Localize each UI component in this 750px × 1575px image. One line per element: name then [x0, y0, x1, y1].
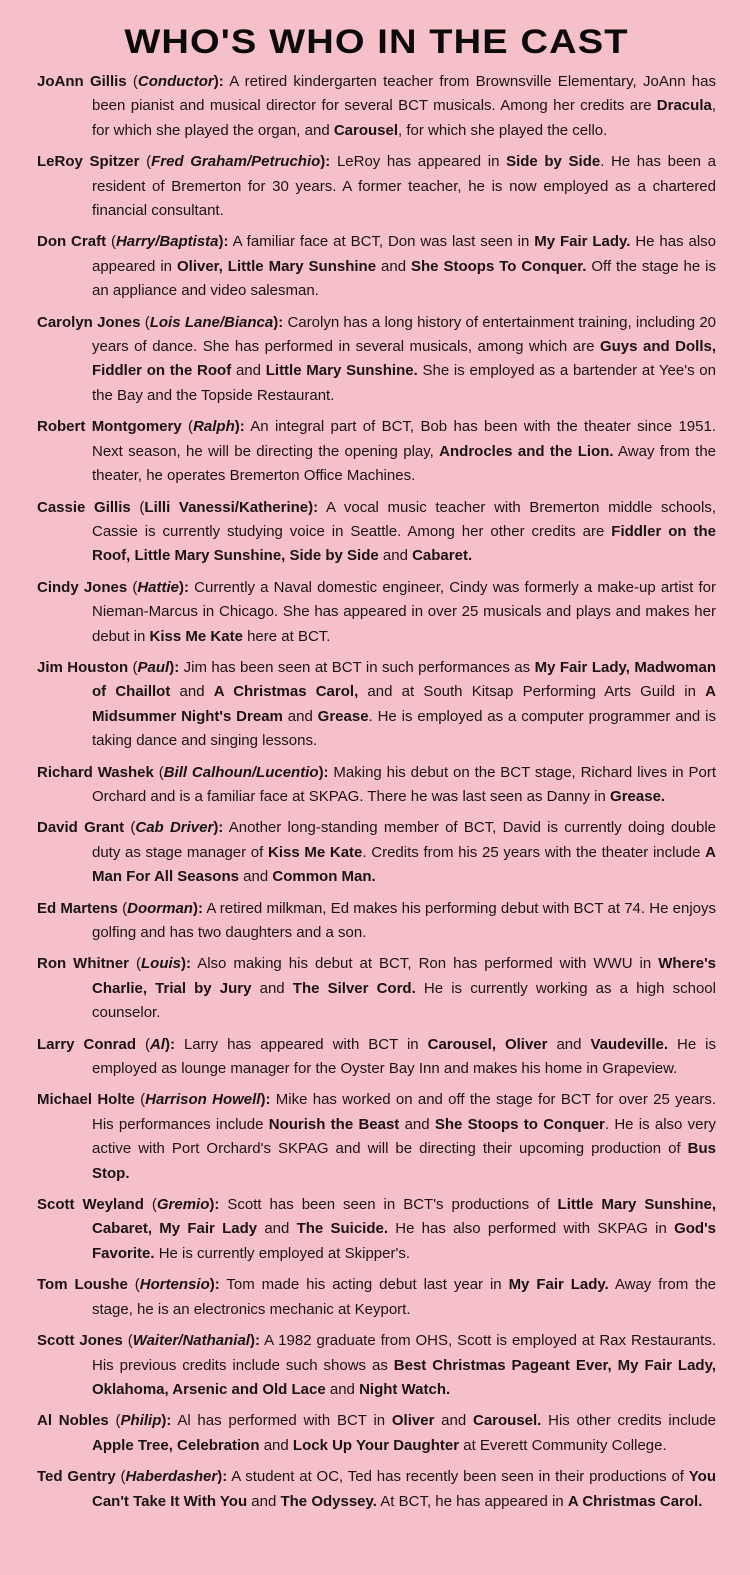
production-title: She Stoops To Conquer. — [411, 257, 587, 275]
cast-member-role: Harry/Baptista — [115, 233, 219, 251]
production-title: Little Mary Sunshine, Cabaret, My Fair Lady — [92, 1196, 717, 1238]
bio-text: Making his debut on the BCT stage, Richard lives in Port Orchard and is a familiar face at SKPAG. There he was last seen as Danny in — [92, 763, 717, 805]
bio-text: and — [238, 868, 273, 886]
production-title: Where's Charlie, Trial by Jury — [92, 955, 716, 997]
cast-member-name: Michael Holte — [37, 1091, 135, 1109]
cast-member-name: Don Craft — [37, 233, 107, 251]
bio-text: A 1982 graduate from OHS, Scott is employed at Rax Restaurants. His previous credits include such shows as — [92, 1332, 716, 1374]
bio-text: A student at OC, Ted has recently been seen in their productions of — [231, 1468, 689, 1486]
production-title: Lock Up Your Daughter — [292, 1436, 460, 1454]
cast-member-role: Haberdasher — [125, 1468, 218, 1486]
cast-entry: Ron Whitner (Louis): Also making his debut at BCT, Ron has performed with WWU in Where's Charlie, Trial by Jury and The Silver Cord. He is currently working as a high school counselor. — [37, 955, 716, 1022]
bio-text: LeRoy has appeared in — [336, 153, 507, 171]
page-title: WHO'S WHO IN THE CAST — [124, 23, 629, 61]
production-title: Nourish the Beast — [268, 1115, 400, 1133]
bio-text: , for which she played the organ, and — [92, 97, 716, 139]
production-title: Bus Stop. — [92, 1140, 716, 1182]
cast-entry: Don Craft (Harry/Baptista): A familiar face at BCT, Don was last seen in My Fair Lady. He has also appeared in Oliver, Little Mary Sunshine and She Stoops To Conquer. Off the stage he is an appliance and video salesman. — [37, 233, 717, 300]
bio-text: and — [231, 362, 266, 380]
bio-text: Mike has worked on and off the stage for BCT for over 25 years. His performances include — [92, 1091, 716, 1133]
bio-text: Away from the theater, he operates Bremerton Office Machines. — [92, 442, 717, 485]
cast-member-name: Ed Martens — [37, 899, 118, 917]
production-title: Carousel — [333, 121, 399, 139]
production-title: She Stoops to Conquer — [434, 1115, 605, 1133]
cast-entry: Ed Martens (Doorman): A retired milkman, Ed makes his performing debut with BCT at 74. He enjoys golfing and has two daughters and a son. — [37, 899, 717, 941]
cast-member-name: JoAnn Gillis — [37, 73, 127, 90]
cast-member-name: Cindy Jones — [37, 578, 128, 596]
cast-member-role: Philip — [120, 1412, 162, 1430]
bio-text: He is currently employed at Skipper's. — [154, 1244, 410, 1262]
bio-text: Also making his debut at BCT, Ron has performed with WWU in — [197, 955, 659, 973]
bio-text: and — [378, 547, 413, 565]
bio-text: and — [399, 1115, 435, 1133]
cast-entry: Robert Montgomery (Ralph): An integral part of BCT, Bob has been with the theater since 1951. Next season, he will be directing the opening play, Androcles and the Lion. Away from the theater, he operates Bremerton Office Machines. — [37, 418, 717, 485]
cast-member-name: Richard Washek — [37, 763, 154, 781]
bio-text: and — [282, 707, 318, 725]
production-title: Grease. — [610, 787, 666, 805]
bio-text: and — [170, 683, 214, 701]
bio-text: At BCT, he has appeared in — [376, 1492, 568, 1510]
cast-member-role: Fred Graham/Petruchio — [151, 153, 321, 171]
production-title: A Midsummer Night's Dream — [92, 683, 717, 725]
production-title: Common Man. — [272, 868, 376, 886]
production-title: Night Watch. — [359, 1380, 451, 1398]
cast-entry: Ted Gentry (Haberdasher): A student at OC, Ted has recently been seen in their productions of You Can't Take It With You and The Odyssey. At BCT, he has appeared in A Christmas Carol. — [37, 1468, 716, 1510]
cast-member-name: Scott Jones — [37, 1332, 123, 1350]
cast-entry: Larry Conrad (Al): Larry has appeared with BCT in Carousel, Oliver and Vaudeville. He is employed as lounge manager for the Oyster Bay Inn and makes his home in Grapeview. — [37, 1035, 716, 1078]
bio-text: . He is also very active with Port Orchard's SKPAG and will be directing their upcoming production of — [92, 1115, 716, 1158]
production-title: My Fair Lady. — [534, 233, 631, 251]
production-title: Carousel. — [472, 1412, 542, 1430]
cast-member-name: David Grant — [37, 819, 125, 837]
production-title: The Silver Cord. — [292, 979, 416, 997]
cast-member-name: Carolyn Jones — [37, 313, 141, 331]
cast-member-role: Ralph — [193, 418, 235, 436]
cast-member-role: Hattie — [137, 578, 180, 596]
cast-entry: Tom Loushe (Hortensio): Tom made his acting debut last year in My Fair Lady. Away from the stage, he is an electronics mechanic at Keyport. — [37, 1276, 717, 1318]
bio-text: Carolyn has a long history of entertainment training, including 20 years of dance. She has performed in several musicals, among which are — [92, 313, 717, 356]
cast-member-name: Tom Loushe — [37, 1276, 128, 1294]
cast-entry: Scott Weyland (Gremio): Scott has been seen in BCT's productions of Little Mary Sunshine, Cabaret, My Fair Lady and The Suicide. He has also performed with SKPAG in God's Favorite. He is currently employed at Skipper's. — [37, 1196, 717, 1262]
cast-member-role: Harrison Howell — [145, 1091, 261, 1109]
production-title: Vaudeville. — [590, 1035, 669, 1053]
bio-text: at Everett Community College. — [459, 1436, 667, 1454]
production-title: A Man For All Seasons — [92, 843, 717, 886]
production-title: My Fair Lady. — [508, 1276, 609, 1294]
cast-member-role: Cab Driver — [135, 819, 214, 837]
production-title: Cabaret. — [412, 547, 473, 565]
bio-text: Al has performed with BCT in — [177, 1412, 392, 1430]
production-title: Kiss Me Kate — [268, 843, 363, 861]
production-title: Oliver, Little Mary Sunshine — [176, 257, 377, 275]
cast-member-name: Scott Weyland — [37, 1196, 144, 1214]
bio-text: . Credits from his 25 years with the theater include — [362, 843, 706, 861]
bio-text: He has also appeared in — [92, 233, 717, 275]
cast-member-name: Ron Whitner — [37, 955, 129, 973]
cast-member-role: Conductor — [137, 73, 214, 90]
bio-text: A retired milkman, Ed makes his performing debut with BCT at 74. He enjoys golfing and has two daughters and a son. — [92, 899, 717, 941]
cast-member-name: Jim Houston — [37, 658, 129, 676]
cast-list — [37, 70, 716, 1514]
bio-text: He has also performed with SKPAG in — [388, 1220, 675, 1238]
bio-text: here at BCT. — [242, 627, 331, 645]
cast-member-role: Lois Lane/Bianca — [149, 313, 274, 331]
cast-member-role: Lilli Vanessi/Katherine — [144, 498, 309, 516]
cast-member-name: Robert Montgomery — [37, 418, 182, 436]
cast-member-role: Gremio — [156, 1196, 210, 1214]
bio-text: A vocal music teacher with Bremerton middle schools, Cassie is currently studying voice in Seattle. Among her other credits are — [92, 498, 717, 540]
bio-text: A retired kindergarten teacher from Brownsville Elementary, JoAnn has been pianist and musical director for several BCT musicals. Among her credits are — [92, 73, 716, 115]
bio-text: Currently a Naval domestic engineer, Cindy was formerly a make-up artist for Nieman-Marcus in Chicago. She has appeared in over 25 musicals and plays and makes her debut in — [92, 578, 716, 645]
bio-text: and — [257, 1220, 297, 1238]
bio-text: , for which she played the cello. — [398, 121, 608, 139]
production-title: Apple Tree, Celebration — [92, 1436, 260, 1454]
production-title: Guys and Dolls, Fiddler on the Roof — [92, 338, 716, 380]
production-title: Androcles and the Lion. — [439, 442, 614, 460]
bio-text: and — [547, 1035, 591, 1053]
bio-text: and — [434, 1412, 473, 1430]
bio-text: Scott has been seen in BCT's productions of — [227, 1196, 558, 1214]
production-title: God's Favorite. — [92, 1220, 716, 1262]
bio-text: She is employed as a bartender at Yee's on the Bay and the Topside Restaurant. — [92, 362, 716, 404]
bio-text: and — [251, 979, 293, 997]
cast-entry: Carolyn Jones (Lois Lane/Bianca): Carolyn has a long history of entertainment training, including 20 years of dance. She has performed in several musicals, among which are Guys and Dolls, Fiddler on the Roof and Little Mary Sunshine. She is employed as a bartender at Yee's on the Bay and the Topside Restaurant. — [37, 313, 717, 404]
cast-entry: Jim Houston (Paul): Jim has been seen at BCT in such performances as My Fair Lady, Madwoman of Chaillot and A Christmas Carol, and at South Kitsap Performing Arts Guild in A Midsummer Night's Dream and Grease. He is employed as a computer programmer and is taking dance and singing lessons. — [37, 658, 717, 750]
cast-entry: Scott Jones (Waiter/Nathanial): A 1982 graduate from OHS, Scott is employed at Rax Restaurants. His previous credits include such shows as Best Christmas Pageant Ever, My Fair Lady, Oklahoma, Arsenic and Old Lace and Night Watch. — [37, 1332, 716, 1398]
cast-entry: JoAnn Gillis (Conductor): A retired kindergarten teacher from Brownsville Elementary, JoAnn has been pianist and musical director for several BCT musicals. Among her credits are Dracula, for which she played the organ, and Carousel, for which she played the cello. — [37, 73, 716, 139]
bio-text: Tom made his acting debut last year in — [226, 1276, 509, 1294]
bio-text: . He has been a resident of Bremerton for 30 years. A former teacher, he is now employed as a chartered financial consultant. — [92, 153, 716, 220]
cast-entry: Michael Holte (Harrison Howell): Mike has worked on and off the stage for BCT for over 25 years. His performances include Nourish the Beast and She Stoops to Conquer. He is also very active with Port Orchard's SKPAG and will be directing their upcoming production of Bus Stop. — [37, 1091, 716, 1182]
production-title: The Suicide. — [296, 1220, 389, 1238]
cast-member-name: Larry Conrad — [37, 1035, 136, 1053]
production-title: A Christmas Carol. — [567, 1492, 703, 1510]
bio-text: A familiar face at BCT, Don was last seen in — [232, 233, 535, 251]
production-title: Fiddler on the Roof, Little Mary Sunshine, Side by Side — [92, 522, 716, 565]
production-title: Kiss Me Kate — [149, 627, 243, 645]
production-title: Carousel, Oliver — [427, 1035, 548, 1053]
bio-text: Larry has appeared with BCT in — [183, 1035, 428, 1053]
bio-text: and — [247, 1492, 281, 1510]
cast-entry: David Grant (Cab Driver): Another long-standing member of BCT, David is currently doing double duty as stage manager of Kiss Me Kate. Credits from his 25 years with the theater include A Man For All Seasons and Common Man. — [37, 819, 717, 886]
bio-text: and — [325, 1380, 360, 1398]
cast-member-role: Bill Calhoun/Lucentio — [163, 763, 319, 781]
cast-member-name: Al Nobles — [37, 1412, 109, 1430]
production-title: Little Mary Sunshine. — [265, 362, 418, 380]
cast-member-role: Paul — [137, 658, 170, 676]
cast-member-name: Cassie Gillis — [37, 498, 131, 516]
bio-text: Jim has been seen at BCT in such performances as — [183, 658, 535, 676]
production-title: The Odyssey. — [280, 1492, 377, 1510]
cast-entry: Al Nobles (Philip): Al has performed with BCT in Oliver and Carousel. His other credits include Apple Tree, Celebration and Lock Up Your Daughter at Everett Community College. — [37, 1412, 716, 1454]
production-title: Side by Side — [506, 153, 601, 171]
production-title: You Can't Take It With You — [92, 1468, 716, 1510]
cast-member-role: Al — [149, 1035, 165, 1053]
bio-text: He is currently working as a high school counselor. — [92, 979, 716, 1022]
bio-text: An integral part of BCT, Bob has been with the theater since 1951. Next season, he will be directing the opening play, — [92, 418, 716, 460]
bio-text: and — [259, 1436, 293, 1454]
cast-entry: Cassie Gillis (Lilli Vanessi/Katherine): A vocal music teacher with Bremerton middle schools, Cassie is currently studying voice in Seattle. Among her other credits are Fiddler on the Roof, Little Mary Sunshine, Side by Side and Cabaret. — [37, 498, 717, 565]
cast-member-role: Hortensio — [139, 1276, 210, 1294]
cast-member-role: Waiter/Nathanial — [132, 1332, 250, 1350]
production-title: My Fair Lady, Madwoman of Chaillot — [92, 658, 716, 701]
production-title: Best Christmas Pageant Ever, My Fair Lady, Oklahoma, Arsenic and Old Lace — [92, 1356, 716, 1398]
bio-text: . He is employed as a computer programmer and is taking dance and singing lessons. — [92, 707, 716, 750]
cast-member-role: Doorman — [127, 899, 193, 917]
bio-text: Away from the stage, he is an electronics mechanic at Keyport. — [92, 1276, 717, 1318]
bio-text: and — [376, 257, 411, 275]
bio-text: He is employed as lounge manager for the Oyster Bay Inn and makes his home in Grapeview. — [92, 1035, 716, 1078]
production-title: Dracula — [656, 97, 712, 115]
cast-member-name: Ted Gentry — [37, 1468, 116, 1486]
bio-text: Another long-standing member of BCT, David is currently doing double duty as stage manager of — [92, 819, 716, 861]
cast-entry: Richard Washek (Bill Calhoun/Lucentio): Making his debut on the BCT stage, Richard lives in Port Orchard and is a familiar face at SKPAG. There he was last seen as Danny in Grease. — [37, 763, 717, 805]
cast-member-role: Louis — [141, 955, 182, 973]
bio-text: and at South Kitsap Performing Arts Guild in — [358, 683, 706, 701]
production-title: Oliver — [391, 1412, 435, 1430]
bio-text: Off the stage he is an appliance and video salesman. — [92, 257, 716, 300]
cast-entry: LeRoy Spitzer (Fred Graham/Petruchio): LeRoy has appeared in Side by Side. He has been a resident of Bremerton for 30 years. A former teacher, he is now employed as a chartered financial consultant. — [37, 153, 716, 220]
bio-text: His other credits include — [541, 1412, 716, 1430]
cast-member-name: LeRoy Spitzer — [37, 153, 140, 171]
production-title: Grease — [317, 707, 369, 725]
production-title: A Christmas Carol, — [213, 683, 359, 701]
cast-entry: Cindy Jones (Hattie): Currently a Naval domestic engineer, Cindy was formerly a make-up artist for Nieman-Marcus in Chicago. She has appeared in over 25 musicals and plays and makes her debut in Kiss Me Kate here at BCT. — [37, 578, 716, 645]
